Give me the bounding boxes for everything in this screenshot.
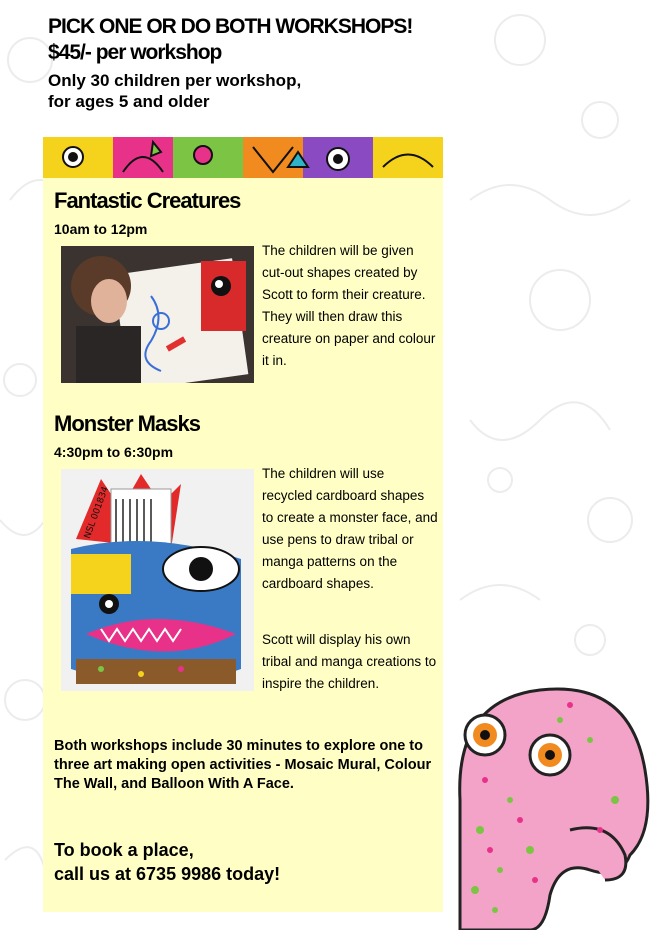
booking-info — [54, 838, 434, 886]
workshop-2-description-extra: Scott will display his own tribal and manga creations to inspire the children. — [262, 632, 437, 691]
workshop-2-time: 4:30pm to 6:30pm — [54, 444, 174, 460]
page-title: PICK ONE OR DO BOTH WORKSHOPS! — [48, 15, 413, 38]
pink-monster-mascot-icon — [440, 680, 650, 930]
price-line: $45/- per workshop — [48, 41, 222, 64]
mask-label-text: NSL 001834 — [82, 485, 111, 541]
workshop-1-photo — [61, 246, 254, 383]
booking-phone: call us at 6735 9986 today! — [54, 864, 281, 884]
capacity-line-2: for ages 5 and older — [48, 92, 210, 111]
booking-line-1: To book a place, — [54, 840, 194, 860]
doodle-banner-image — [43, 137, 443, 178]
workshop-panel — [43, 178, 443, 912]
workshop-2-description: The children will use recycled cardboard shapes to create a monster face, and use pens to draw tribal or manga patterns on the cardboard shapes. — [262, 466, 438, 591]
workshop-1-title: Fantastic Creatures — [54, 188, 241, 213]
capacity-line-1: Only 30 children per workshop, — [48, 71, 302, 90]
workshops-note: Both workshops include 30 minutes to explore one to three art making open activities - Mosaic Mural, Colour The Wall, and Balloon With A Face. — [54, 738, 432, 792]
workshop-1-time: 10am to 12pm — [54, 221, 148, 237]
capacity-info — [48, 70, 468, 112]
workshop-2-photo — [61, 469, 254, 691]
workshop-2-title: Monster Masks — [54, 411, 200, 436]
workshop-1-description: The children will be given cut-out shapes created by Scott to form their creature. They will then draw this creature on paper and colour it in. — [262, 243, 436, 368]
header — [48, 14, 468, 112]
